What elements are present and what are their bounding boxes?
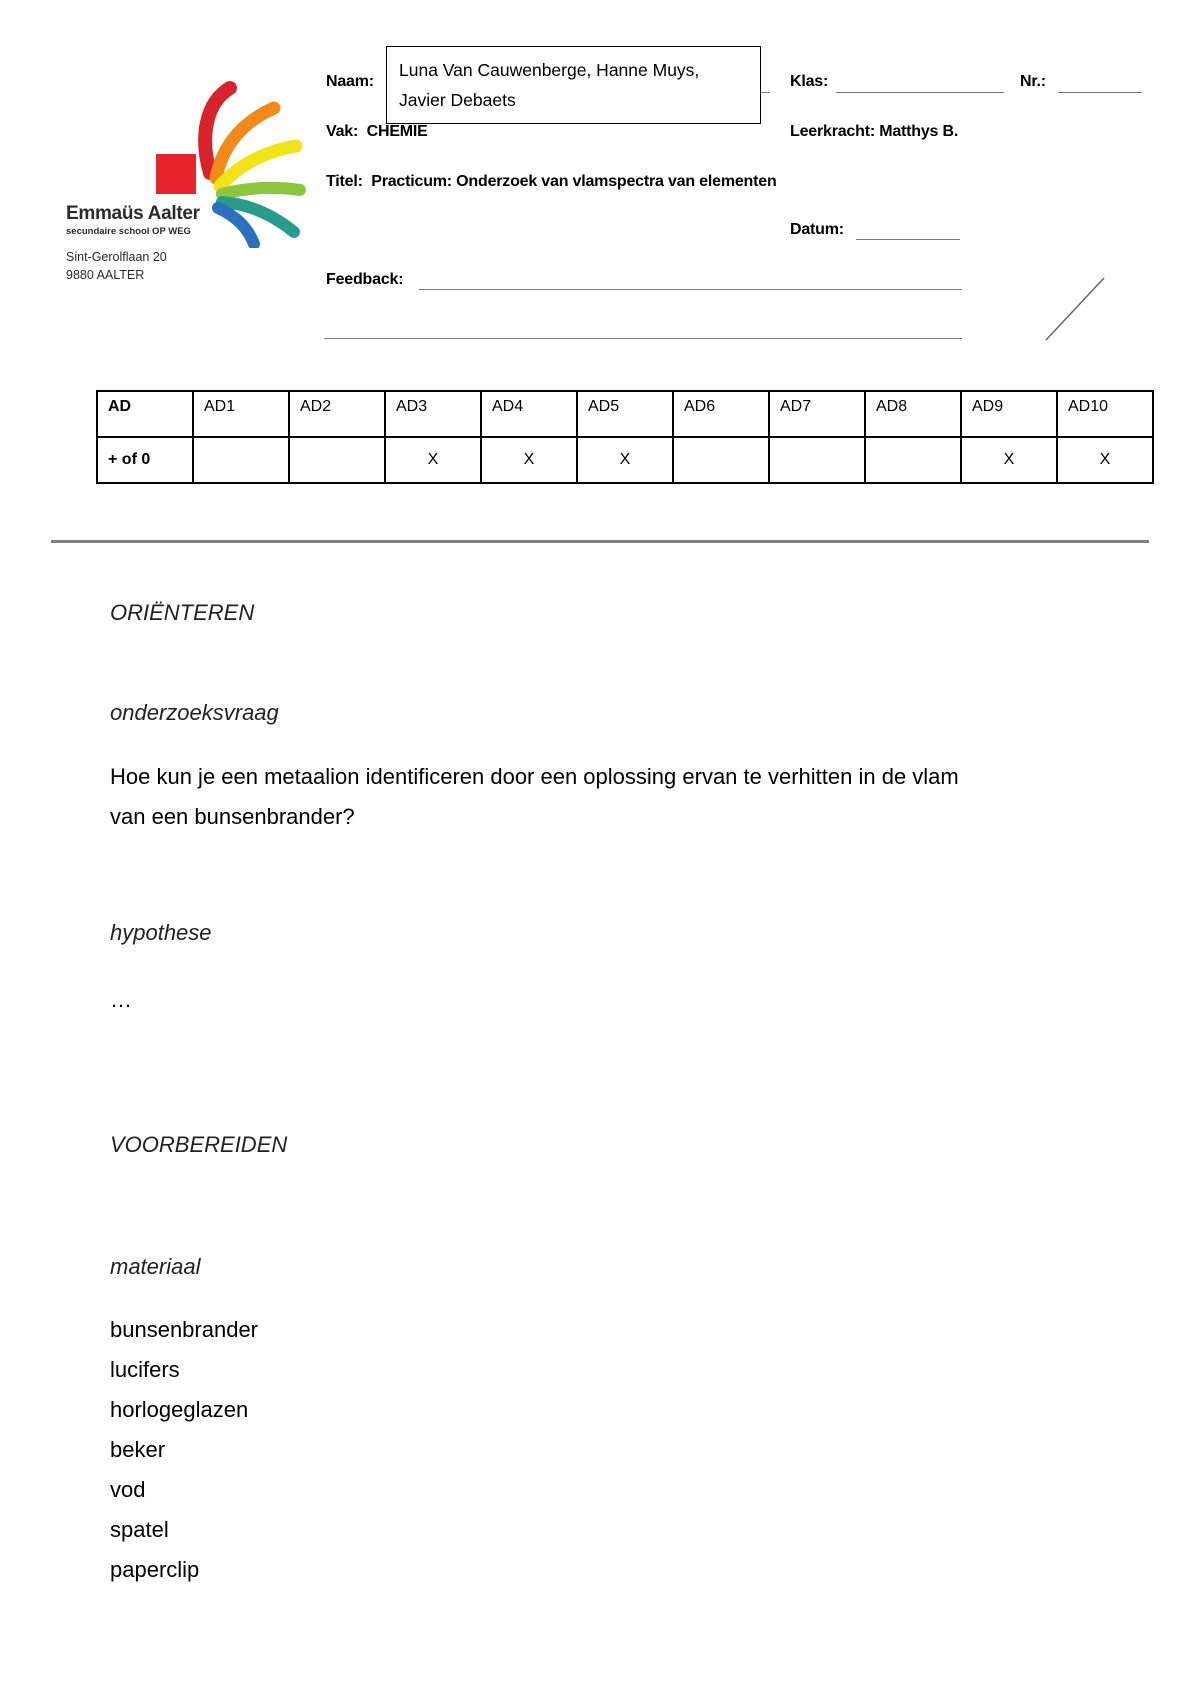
- ad-header-cell: AD6: [673, 391, 769, 437]
- hypothese-text: …: [110, 987, 132, 1012]
- nr-field[interactable]: [1058, 92, 1142, 93]
- naam-value-line1: Luna Van Cauwenberge, Hanne Muys,: [399, 60, 700, 80]
- logo-red-square: [156, 154, 196, 194]
- heading-voorbereiden: VOORBEREIDEN: [110, 1132, 288, 1157]
- feedback-line-1[interactable]: [419, 289, 962, 290]
- feedback-line-2[interactable]: [324, 338, 962, 339]
- school-subtitle: secundaire school OP WEG: [66, 226, 191, 237]
- ad-score-cell[interactable]: [289, 437, 385, 483]
- ad-header-cell: AD2: [289, 391, 385, 437]
- leerkracht-value: Matthys B.: [879, 123, 959, 140]
- klas-field[interactable]: [836, 92, 1004, 93]
- list-item: lucifers: [110, 1357, 180, 1382]
- ad-header-cell: AD9: [961, 391, 1057, 437]
- list-item: vod: [110, 1477, 146, 1502]
- school-address-street: Sint-Gerolflaan 20: [66, 250, 167, 264]
- section-divider: [51, 540, 1149, 543]
- datum-label: Datum:: [790, 221, 844, 238]
- ad-header-cell: AD1: [193, 391, 289, 437]
- ad-table-score-row: [97, 437, 1153, 483]
- leerkracht-row: [790, 123, 958, 141]
- naam-value-line2: Javier Debaets: [399, 90, 516, 110]
- list-item: spatel: [110, 1517, 169, 1542]
- ad-header-cell: AD8: [865, 391, 961, 437]
- titel-row: [326, 173, 777, 191]
- list-item: beker: [110, 1437, 166, 1462]
- vak-label: Vak:: [326, 123, 359, 140]
- school-name: Emmaüs Aalter: [66, 203, 200, 224]
- logo-ray-blue: [218, 208, 254, 244]
- heading-hypothese: hypothese: [110, 920, 212, 945]
- score-slash-mark: [1040, 274, 1110, 344]
- titel-value: Practicum: Onderzoek van vlamspectra van elementen: [371, 173, 777, 190]
- klas-label: Klas:: [790, 73, 829, 90]
- leerkracht-label: Leerkracht:: [790, 123, 875, 140]
- list-item: horlogeglazen: [110, 1397, 249, 1422]
- onderzoeksvraag-line1: Hoe kun je een metaalion identificeren door een oplossing ervan te verhitten in de vlam: [110, 764, 959, 789]
- ad-score-cell[interactable]: X: [1057, 437, 1153, 483]
- titel-label: Titel:: [326, 173, 363, 190]
- school-address-city: 9880 AALTER: [66, 268, 145, 282]
- ad-score-cell[interactable]: [193, 437, 289, 483]
- heading-orienteren: ORIËNTEREN: [110, 600, 255, 625]
- ad-score-cell[interactable]: X: [481, 437, 577, 483]
- logo-ray-green: [222, 188, 300, 194]
- ad-header-cell: AD5: [577, 391, 673, 437]
- vak-value: CHEMIE: [366, 123, 428, 140]
- ad-score-cell[interactable]: [673, 437, 769, 483]
- ad-score-cell[interactable]: X: [577, 437, 673, 483]
- ad-header-cell: AD7: [769, 391, 865, 437]
- nr-label: Nr.:: [1020, 73, 1046, 90]
- ad-header-cell: AD10: [1057, 391, 1153, 437]
- onderzoeksvraag-line2: van een bunsenbrander?: [110, 804, 355, 829]
- ad-score-cell[interactable]: X: [961, 437, 1057, 483]
- vak-row: [326, 123, 428, 141]
- list-item: paperclip: [110, 1557, 200, 1582]
- ad-table-header-row: [97, 391, 1153, 437]
- datum-field[interactable]: [856, 239, 960, 240]
- ad-score-cell[interactable]: [865, 437, 961, 483]
- naam-label: Naam:: [326, 73, 374, 90]
- ad-header-cell: AD3: [385, 391, 481, 437]
- heading-onderzoeksvraag: onderzoeksvraag: [110, 700, 279, 725]
- ad-score-label: + of 0: [97, 437, 193, 483]
- heading-materiaal: materiaal: [110, 1254, 201, 1279]
- ad-header-cell: AD4: [481, 391, 577, 437]
- ad-score-cell[interactable]: X: [385, 437, 481, 483]
- ad-header-cell: AD: [97, 391, 193, 437]
- feedback-label: Feedback:: [326, 271, 404, 288]
- onderzoeksvraag-text: [110, 757, 1150, 837]
- materiaal-list: [110, 1310, 258, 1590]
- list-item: bunsenbrander: [110, 1317, 259, 1342]
- naam-field[interactable]: [386, 46, 761, 124]
- ad-score-cell[interactable]: [769, 437, 865, 483]
- ad-table: [96, 390, 1154, 484]
